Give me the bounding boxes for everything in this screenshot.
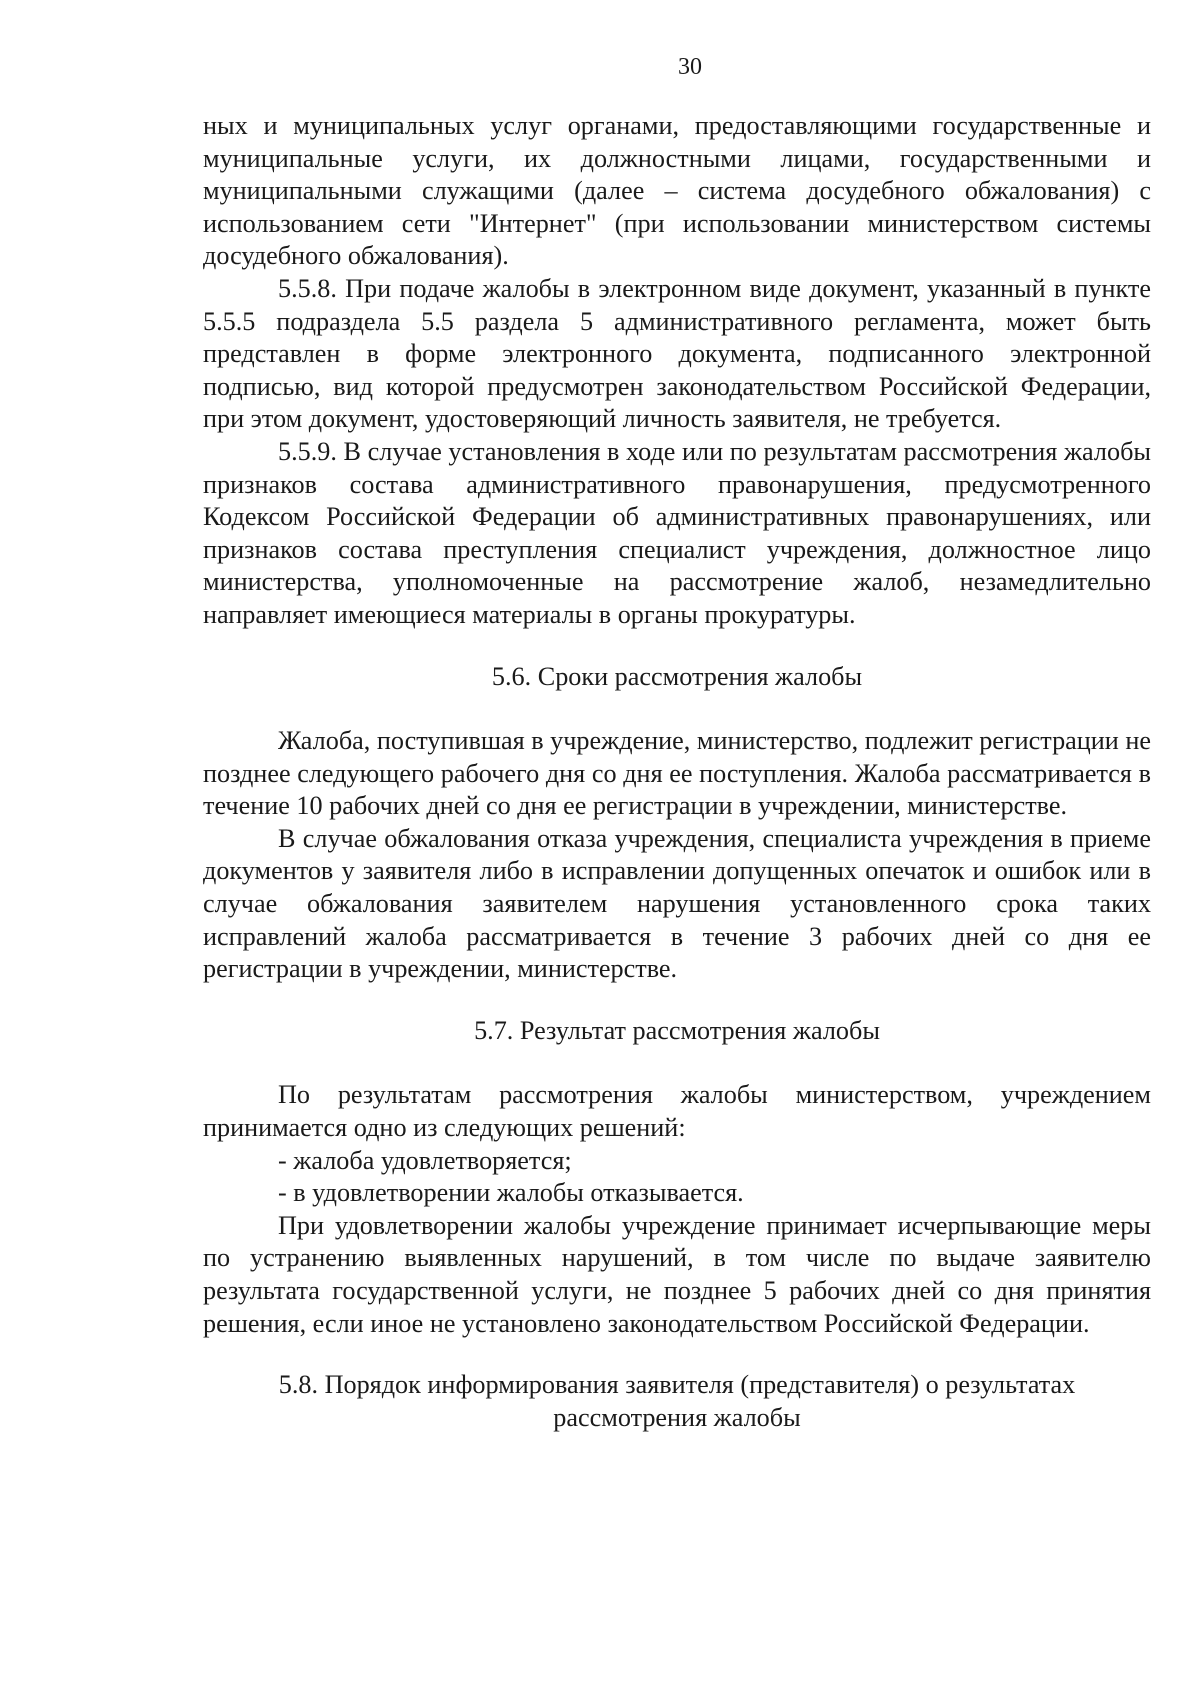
paragraph-continuation: ных и муниципальных услуг органами, предоставляющими государственные и муниципальные услуги, их должностными лицами, государственными и муниципальными служащими (далее – система досудебного обжалования) с использованием сети "Интернет" (при использовании министерством системы досудебного обжалования). <box>203 111 1151 271</box>
page-number: 30 <box>678 54 702 80</box>
section-heading-5-6: 5.6. Сроки рассмотрения жалобы <box>491 661 863 691</box>
spacer <box>203 1340 1151 1369</box>
section-heading-5-8 <box>203 1369 1151 1434</box>
spacer <box>203 632 1151 661</box>
section-heading-5-8-line1: 5.8. Порядок информирования заявителя (представителя) о результатах <box>278 1370 1076 1400</box>
list-item-satisfied: - жалоба удовлетворяется; <box>278 1145 572 1175</box>
section-heading-5-8-line2: рассмотрения жалобы <box>553 1402 801 1432</box>
document-body <box>203 110 1151 1434</box>
paragraph-5-6-refusal: В случае обжалования отказа учреждения, специалиста учреждения в приеме документов у заявителя либо в исправлении допущенных опечаток и ошибок или в случае обжалования заявителем нарушения установленного срока таких исправлений жалоба рассматривается в течение 3 рабочих дней со дня ее регистрации в учреждении, министерстве. <box>203 823 1151 984</box>
paragraph-5-7-measures: При удовлетворении жалобы учреждение принимает исчерпывающие меры по устранению выявленных нарушений, в том числе по выдаче заявителю результата государственной услуги, не позднее 5 рабочих дней со дня принятия решения, если иное не установлено законодательством Российской Федерации. <box>203 1210 1151 1338</box>
paragraph-5-5-9: 5.5.9. В случае установления в ходе или по результатам рассмотрения жалобы признаков состава административного правонарушения, предусмотренного Кодексом Российской Федерации об административных правонарушениях, или признаков состава преступления специалист учреждения, должностное лицо министерства, уполномоченные на рассмотрение жалоб, незамедлительно направляет имеющиеся материалы в органы прокуратуры. <box>203 436 1151 629</box>
spacer <box>203 986 1151 1015</box>
spacer <box>203 1047 1151 1079</box>
paragraph-5-7-decisions: По результатам рассмотрения жалобы министерством, учреждением принимается одно из следующих решений: <box>203 1080 1151 1143</box>
spacer <box>203 693 1151 725</box>
list-item-refused: - в удовлетворении жалобы отказывается. <box>278 1178 744 1208</box>
paragraph-5-5-8: 5.5.8. При подаче жалобы в электронном виде документ, указанный в пункте 5.5.5 подраздела 5.5 раздела 5 административного регламента, может быть представлен в форме электронного документа, подписанного электронной подписью, вид которой предусмотрен законодательством Российской Федерации, при этом документ, удостоверяющий личность заявителя, не требуется. <box>203 273 1151 434</box>
paragraph-5-6-registration: Жалоба, поступившая в учреждение, министерство, подлежит регистрации не позднее следующего рабочего дня со дня ее поступления. Жалоба рассматривается в течение 10 рабочих дней со дня ее регистрации в учреждении, министерстве. <box>203 726 1152 821</box>
section-heading-5-7: 5.7. Результат рассмотрения жалобы <box>474 1015 880 1045</box>
